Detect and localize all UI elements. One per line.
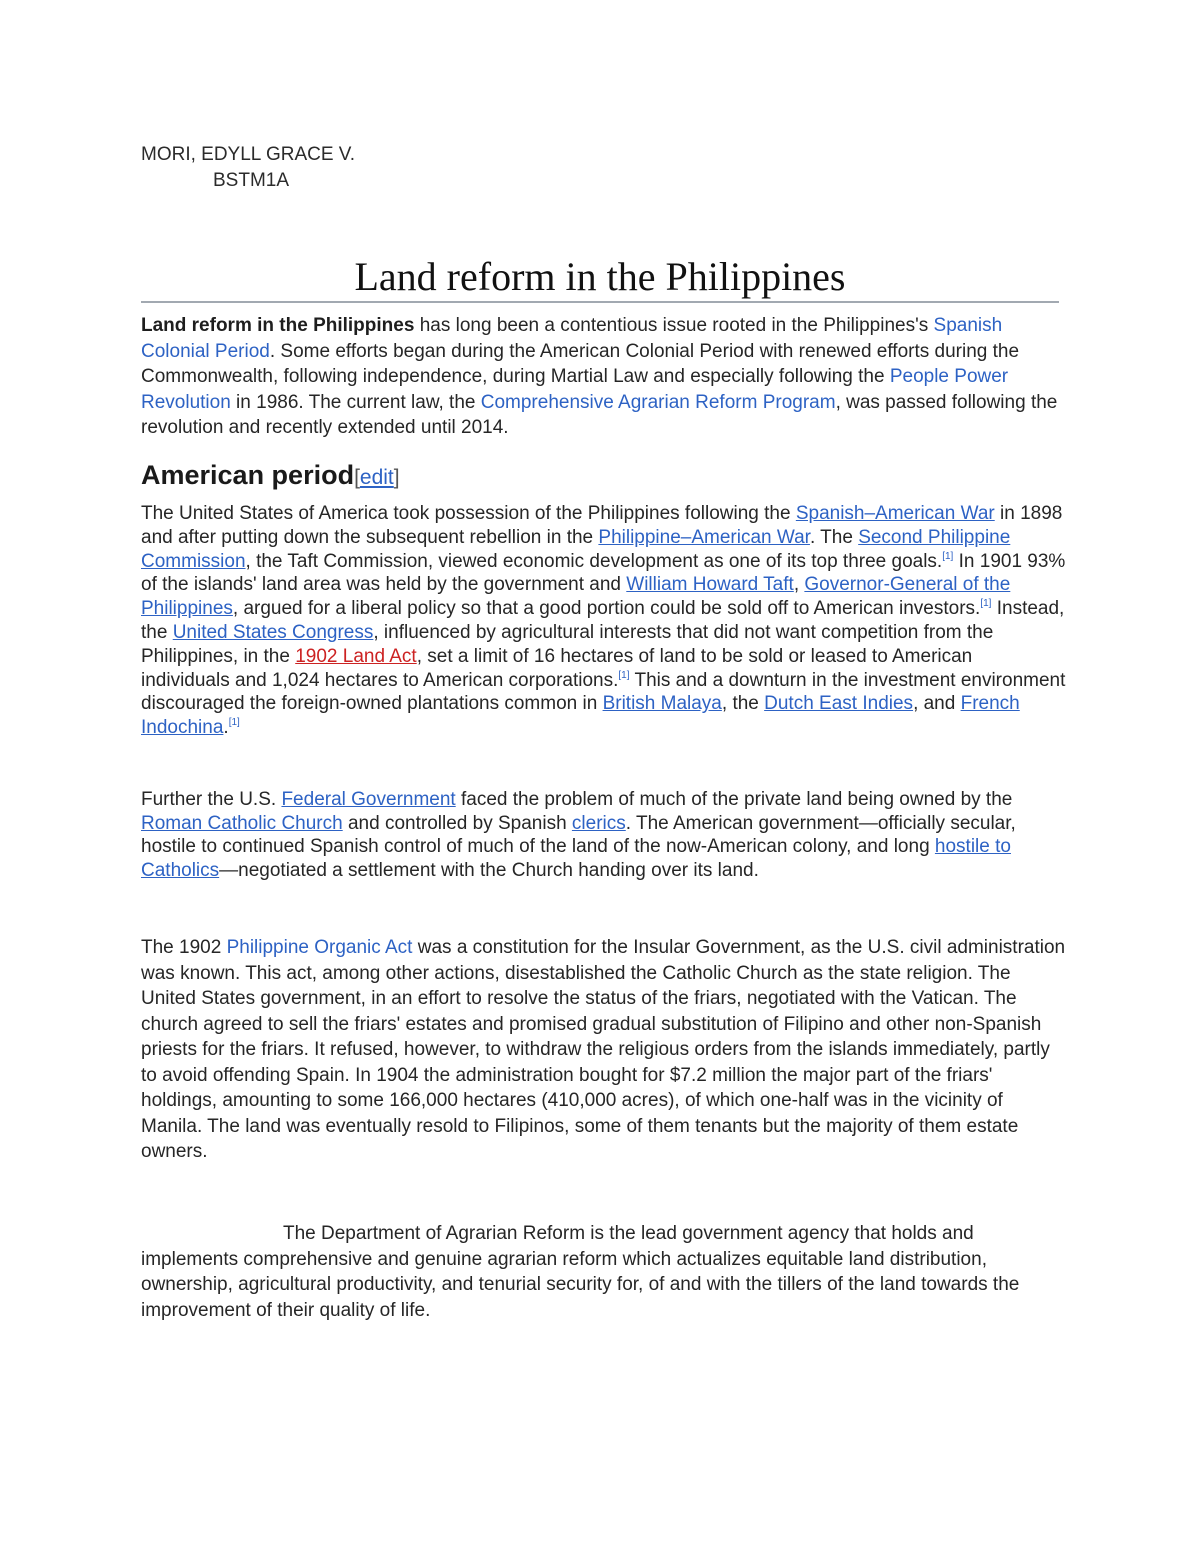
american-period-paragraph-1 <box>141 502 1066 740</box>
text: The Department of Agrarian Reform is the lead government agency that holds and implements comprehensive and genuine agrarian reform which actualizes equitable land distribution, ownership, agricultural productivity, and tenurial security for, of and with the tillers of the land towards the improvement of their quality of life. <box>141 1223 1020 1321</box>
text: , and <box>913 693 961 715</box>
text: —negotiated a settlement with the Church handing over its land. <box>219 859 759 881</box>
author-class: BSTM1A <box>213 170 290 191</box>
text: . <box>223 717 229 739</box>
text: . The American government—officially secular, hostile to continued Spanish control of much of the land of the now-American colony, and long <box>141 812 1016 857</box>
link-spanish-colonial-period[interactable]: Spanish Colonial Period <box>141 315 1003 362</box>
link-spanish-american-war[interactable]: Spanish–American War <box>795 503 995 524</box>
american-period-paragraph-2 <box>141 788 1066 882</box>
text: , the <box>721 693 765 715</box>
link-clerics[interactable]: clerics <box>571 812 626 834</box>
text: faced the problem of much of the private land being owned by the <box>455 789 1013 810</box>
text: and controlled by Spanish <box>342 812 572 834</box>
citation-ref[interactable]: [1] <box>980 598 992 610</box>
link-philippine-organic-act[interactable]: Philippine Organic Act <box>226 937 413 958</box>
edit-bracket <box>354 466 400 489</box>
bracket-close: ] <box>393 466 400 489</box>
link-comprehensive-agrarian-reform-program[interactable]: Comprehensive Agrarian Reform Program <box>480 391 836 413</box>
link-british-malaya[interactable]: British Malaya <box>602 693 722 715</box>
citation-ref[interactable]: [1] <box>618 669 630 681</box>
link-hostile-to-catholics[interactable]: hostile to Catholics <box>141 836 1011 881</box>
text: , influenced by agricultural interests that did not want competition from the Philippines, in the <box>141 621 994 667</box>
text: in 1898 and after putting down the subsequent rebellion in the <box>141 503 1063 548</box>
section-heading-american-period <box>141 458 400 495</box>
text: , the Taft Commission, viewed economic development as one of its top three goals. <box>245 550 943 572</box>
text: has long been a contentious issue rooted in the Philippines's <box>414 315 934 336</box>
text: This and a downturn in the investment environment discouraged the foreign-owned plantations common in <box>141 669 1066 715</box>
link-people-power-revolution[interactable]: People Power Revolution <box>141 366 1009 413</box>
text: Further the U.S. <box>141 789 282 810</box>
text: In 1901 93% of the islands' land area was held by the government and <box>141 550 1066 596</box>
dar-paragraph <box>141 1221 1066 1323</box>
text: , argued for a liberal policy so that a good portion could be sold off to American investors. <box>232 598 981 620</box>
section-heading-text: American period <box>141 460 355 490</box>
text: The United States of America took possession of the Philippines following the <box>141 503 796 524</box>
link-roman-catholic-church[interactable]: Roman Catholic Church <box>141 812 343 834</box>
text: . The <box>809 526 859 548</box>
intro-paragraph <box>141 313 1066 441</box>
citation-ref[interactable]: [1] <box>228 717 240 729</box>
author-name: MORI, EDYLL GRACE V. <box>141 144 355 165</box>
text: , was passed following the revolution and recently extended until 2014. <box>141 391 1058 438</box>
text: The 1902 <box>141 937 227 958</box>
bracket-open: [ <box>354 466 360 489</box>
text: was a constitution for the Insular Government, as the U.S. civil administration was known. This act, among other actions, disestablished the Catholic Church as the state religion. The United States government, in an effort to resolve the status of the friars, negotiated with the Vatican. The church agreed to sell the friars' estates and promised gradual substitution of Filipino and other non-Spanish priests for the friars. It refused, however, to withdraw the religious orders from the islands immediately, partly to avoid offending Spain. In 1904 the administration bought for $7.2 million the major part of the friars' holdings, amounting to some 166,000 hectares (410,000 acres), of which one-half was in the vicinity of Manila. The land was eventually resold to Filipinos, some of them tenants but the majority of them estate owners. <box>141 937 1066 1162</box>
intro-bold-term: Land reform in the Philippines <box>141 315 415 336</box>
link-dutch-east-indies[interactable]: Dutch East Indies <box>764 693 914 715</box>
title-divider <box>141 301 1059 303</box>
link-french-indochina[interactable]: French Indochina <box>141 693 1020 739</box>
text: in 1986. The current law, the <box>230 391 481 413</box>
text: , set a limit of 16 hectares of land to be sold or leased to American individuals and 1,024 hectares to American corporations. <box>141 645 973 691</box>
link-united-states-congress[interactable]: United States Congress <box>172 621 374 643</box>
citation-ref[interactable]: [1] <box>942 550 954 562</box>
text: . Some efforts began during the American Colonial Period with renewed efforts during the Commonwealth, following independence, during Martial Law and especially following the <box>141 340 1020 387</box>
link-second-philippine-commission[interactable]: Second Philippine Commission <box>141 526 1011 572</box>
text: Instead, the <box>141 598 1065 643</box>
link-william-howard-taft[interactable]: William Howard Taft <box>626 574 794 596</box>
link-federal-government[interactable]: Federal Government <box>281 789 456 810</box>
link-philippine-american-war[interactable]: Philippine–American War <box>598 526 810 548</box>
link-governor-general[interactable]: Governor-General of the Philippines <box>141 574 1011 620</box>
edit-link[interactable]: edit <box>359 466 394 489</box>
text: , <box>793 574 805 596</box>
page-title: Land reform in the Philippines <box>354 254 846 299</box>
link-1902-land-act[interactable]: 1902 Land Act <box>295 645 417 667</box>
organic-act-paragraph <box>141 935 1066 1165</box>
author-block <box>141 142 355 194</box>
